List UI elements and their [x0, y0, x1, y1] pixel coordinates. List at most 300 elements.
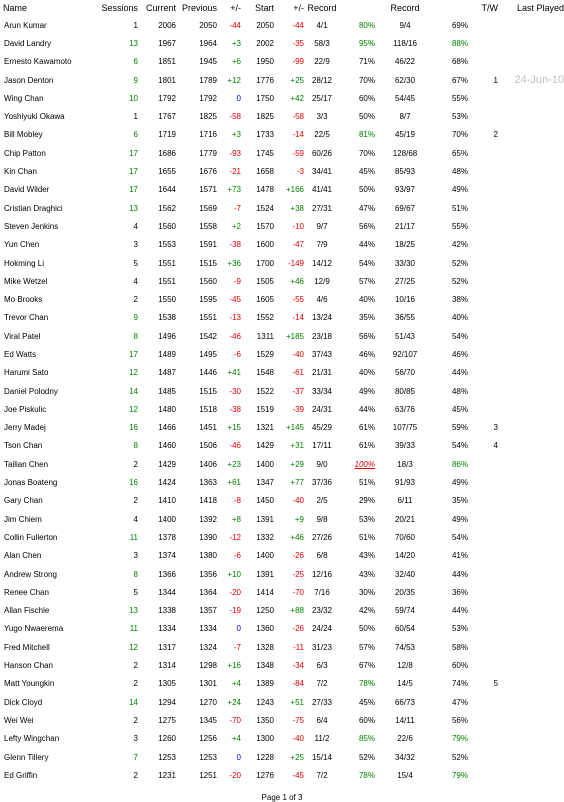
- win-pct: 43%: [358, 569, 375, 579]
- player-name: Bill Mobley: [4, 130, 43, 140]
- total-change: -40: [292, 496, 304, 506]
- previous-rating: 1558: [199, 221, 217, 231]
- record: 33/34: [311, 386, 333, 396]
- total-change: -99: [292, 57, 304, 67]
- record-total: 32/40: [394, 569, 416, 579]
- current-rating: 1480: [158, 404, 176, 414]
- player-name: Cristian Draghici: [4, 203, 63, 213]
- total-change: +38: [290, 203, 304, 213]
- rating-change: -44: [229, 20, 241, 30]
- record-total: 39/33: [394, 441, 416, 451]
- total-change: -149: [287, 258, 304, 268]
- current-rating: 1275: [158, 715, 176, 725]
- record: 7/2: [316, 770, 328, 780]
- current-rating: 1400: [158, 514, 176, 524]
- current-rating: 1562: [158, 203, 176, 213]
- start-rating: 1360: [256, 624, 274, 634]
- rating-change: +12: [227, 75, 241, 85]
- rating-change: +24: [227, 697, 241, 707]
- current-rating: 1801: [158, 75, 176, 85]
- win-pct: 56%: [358, 221, 375, 231]
- previous-rating: 1825: [199, 112, 217, 122]
- rating-change: +61: [227, 478, 241, 488]
- last-played: [498, 290, 564, 308]
- current-rating: 1378: [158, 532, 176, 542]
- record: 13/24: [311, 313, 333, 323]
- start-rating: 1825: [256, 112, 274, 122]
- tw: [468, 565, 498, 583]
- player-name: Yugo Nwaerema: [4, 624, 64, 634]
- player-name: Tailian Chen: [4, 459, 49, 469]
- last-played: [498, 675, 564, 693]
- rating-change: +3: [231, 38, 241, 48]
- last-played: [498, 473, 564, 491]
- tw: [468, 272, 498, 290]
- record: 31/23: [311, 642, 333, 652]
- rating-change: -93: [229, 148, 241, 158]
- total-change: -84: [292, 679, 304, 689]
- record-total: 33/30: [394, 258, 416, 268]
- player-name: Collin Fullerton: [4, 532, 58, 542]
- current-rating: 2006: [158, 20, 176, 30]
- record-total: 6/11: [397, 496, 413, 506]
- player-name: Mike Wetzel: [4, 276, 48, 286]
- sessions: 5: [133, 258, 138, 268]
- rating-change: +4: [231, 734, 241, 744]
- record: 24/31: [311, 404, 333, 414]
- tw: [468, 528, 498, 546]
- table-row: [0, 107, 564, 125]
- record-total: 62/30: [394, 75, 416, 85]
- win-pct: 46%: [358, 349, 375, 359]
- player-name: Tson Chan: [4, 441, 43, 451]
- previous-rating: 1451: [199, 423, 217, 433]
- current-rating: 1253: [158, 752, 176, 762]
- player-name: Gary Chan: [4, 496, 43, 506]
- record: 12/9: [314, 276, 330, 286]
- rating-change: -12: [229, 532, 241, 542]
- last-played: [498, 748, 564, 766]
- rating-change: +36: [227, 258, 241, 268]
- start-rating: 1311: [256, 331, 274, 341]
- record: 27/31: [311, 203, 333, 213]
- tw: [468, 254, 498, 272]
- record: 6/8: [316, 551, 328, 561]
- tw: [468, 656, 498, 674]
- start-rating: 1529: [256, 349, 274, 359]
- record-total: 14/11: [395, 715, 415, 725]
- start-rating: 1605: [256, 295, 274, 305]
- tw: [468, 400, 498, 418]
- win-pct: 61%: [358, 441, 375, 451]
- win-pct: 57%: [358, 276, 375, 286]
- rating-change: -46: [229, 331, 241, 341]
- win-pct: 60%: [358, 715, 375, 725]
- start-rating: 2002: [256, 38, 274, 48]
- last-played: [498, 199, 564, 217]
- start-rating: 1519: [256, 404, 274, 414]
- win-pct: 53%: [358, 514, 375, 524]
- win-pct-total: 51%: [451, 203, 468, 213]
- previous-rating: 1542: [199, 331, 217, 341]
- win-pct-total: 54%: [451, 532, 468, 542]
- rating-change: +6: [231, 57, 241, 67]
- sessions: 2: [133, 459, 138, 469]
- tw: [468, 492, 498, 510]
- table-row: [0, 34, 564, 52]
- tw: [468, 144, 498, 162]
- total-change: +31: [290, 441, 304, 451]
- win-pct-total: 79%: [451, 770, 468, 780]
- record: 22/5: [314, 130, 330, 140]
- sessions: 13: [129, 606, 138, 616]
- rating-change: -13: [229, 313, 241, 323]
- sessions: 14: [129, 386, 138, 396]
- start-rating: 1776: [256, 75, 274, 85]
- tw: [468, 602, 498, 620]
- current-rating: 1429: [158, 459, 176, 469]
- current-rating: 1314: [158, 661, 176, 671]
- player-name: Ed Griffin: [4, 770, 38, 780]
- sessions: 14: [129, 697, 138, 707]
- sessions: 1: [133, 112, 138, 122]
- last-played: [498, 528, 564, 546]
- current-rating: 1967: [158, 38, 176, 48]
- record-total: 27/25: [394, 276, 416, 286]
- win-pct-total: 55%: [451, 93, 468, 103]
- win-pct-total: 45%: [451, 404, 468, 414]
- record: 7/9: [316, 240, 328, 250]
- table-row: [0, 748, 564, 766]
- current-rating: 1487: [158, 368, 176, 378]
- table-row: [0, 711, 564, 729]
- previous-rating: 1569: [199, 203, 217, 213]
- total-change: -39: [292, 404, 304, 414]
- sessions: 3: [133, 551, 138, 561]
- rating-change: +41: [227, 368, 241, 378]
- rating-change: -7: [233, 203, 241, 213]
- last-played: [498, 711, 564, 729]
- win-pct-total: 52%: [451, 752, 468, 762]
- win-pct: 40%: [358, 368, 375, 378]
- table-row: [0, 236, 564, 254]
- rating-change: -45: [229, 295, 241, 305]
- total-change: +185: [285, 331, 304, 341]
- win-pct: 78%: [358, 679, 375, 689]
- win-pct: 35%: [358, 313, 375, 323]
- current-rating: 1424: [158, 478, 176, 488]
- record-total: 74/53: [394, 642, 416, 652]
- previous-rating: 1515: [199, 386, 217, 396]
- rating-change: +23: [227, 459, 241, 469]
- record-total: 56/70: [394, 368, 416, 378]
- sessions: 16: [129, 423, 138, 433]
- sessions: 2: [133, 770, 138, 780]
- table-row: [0, 364, 564, 382]
- win-pct: 43%: [358, 551, 375, 561]
- start-rating: 1750: [256, 93, 274, 103]
- win-pct: 61%: [358, 423, 375, 433]
- table-row: [0, 162, 564, 180]
- table-row: [0, 89, 564, 107]
- record: 6/4: [316, 715, 328, 725]
- current-rating: 1538: [158, 313, 176, 323]
- current-rating: 1338: [158, 606, 176, 616]
- previous-rating: 1945: [199, 57, 217, 67]
- current-rating: 1644: [158, 185, 176, 195]
- player-name: Yun Chen: [4, 240, 40, 250]
- rating-change: -58: [229, 112, 241, 122]
- record-total: 8/7: [399, 112, 411, 122]
- total-change: +25: [290, 752, 304, 762]
- last-played: [498, 492, 564, 510]
- current-rating: 1851: [158, 57, 176, 67]
- record-total: 36/55: [394, 313, 416, 323]
- sessions: 17: [129, 185, 138, 195]
- total-change: +9: [294, 514, 304, 524]
- table-row: [0, 730, 564, 748]
- total-change: -55: [292, 295, 304, 305]
- header-pct: [340, 0, 375, 16]
- player-name: Kin Chan: [4, 167, 37, 177]
- sessions: 4: [133, 276, 138, 286]
- start-rating: 1350: [256, 715, 274, 725]
- sessions: 9: [133, 75, 138, 85]
- player-name: Arun Kumar: [4, 20, 47, 30]
- record: 34/41: [311, 167, 333, 177]
- record-total: 70/60: [394, 532, 416, 542]
- sessions: 17: [129, 349, 138, 359]
- sessions: 5: [133, 587, 138, 597]
- table-row: [0, 254, 564, 272]
- record-total: 51/43: [394, 331, 416, 341]
- last-played: [498, 455, 564, 473]
- win-pct: 71%: [358, 57, 375, 67]
- player-name: Harumi Sato: [4, 368, 49, 378]
- table-row: [0, 473, 564, 491]
- tw: [468, 547, 498, 565]
- last-played: [498, 327, 564, 345]
- record: 23/18: [311, 331, 333, 341]
- last-played: [498, 638, 564, 656]
- total-change: +25: [290, 75, 304, 85]
- win-pct-total: 49%: [451, 514, 468, 524]
- record-total: 59/74: [394, 606, 416, 616]
- sessions: 2: [133, 496, 138, 506]
- table-row: [0, 309, 564, 327]
- win-pct: 100%: [354, 459, 375, 469]
- player-name: Steven Jenkins: [4, 221, 59, 231]
- tw: [468, 181, 498, 199]
- win-pct-total: 59%: [451, 423, 468, 433]
- current-rating: 1550: [158, 295, 176, 305]
- total-change: -26: [292, 624, 304, 634]
- start-rating: 1391: [256, 514, 274, 524]
- table-row: [0, 272, 564, 290]
- previous-rating: 1792: [199, 93, 217, 103]
- previous-rating: 1324: [199, 642, 217, 652]
- sessions: 1: [133, 20, 138, 30]
- win-pct-total: 41%: [451, 551, 468, 561]
- tw: [468, 162, 498, 180]
- sessions: 4: [133, 514, 138, 524]
- previous-rating: 1251: [199, 770, 217, 780]
- total-change: -40: [292, 349, 304, 359]
- win-pct-total: 38%: [451, 295, 468, 305]
- previous-rating: 1392: [199, 514, 217, 524]
- last-played: [498, 345, 564, 363]
- total-change: -14: [292, 130, 304, 140]
- sessions: 3: [133, 240, 138, 250]
- previous-rating: 1789: [199, 75, 217, 85]
- sessions: 13: [129, 38, 138, 48]
- start-rating: 2050: [256, 20, 274, 30]
- previous-rating: 1363: [199, 478, 217, 488]
- table-row: [0, 510, 564, 528]
- sessions: 17: [129, 148, 138, 158]
- player-name: David Wilder: [4, 185, 50, 195]
- win-pct-total: 70%: [451, 130, 468, 140]
- win-pct: 70%: [358, 75, 375, 85]
- tw: 2: [493, 130, 498, 140]
- last-played: [498, 656, 564, 674]
- start-rating: 1243: [256, 697, 274, 707]
- rating-change: -38: [229, 404, 241, 414]
- win-pct-total: 60%: [451, 661, 468, 671]
- record-total: 128/68: [392, 148, 418, 158]
- tw: 4: [493, 441, 498, 451]
- header-current: Current: [145, 3, 176, 13]
- tw: [468, 364, 498, 382]
- record: 28/12: [311, 75, 333, 85]
- record: 2/5: [316, 496, 328, 506]
- win-pct-total: 65%: [451, 148, 468, 158]
- total-change: +88: [290, 606, 304, 616]
- player-name: Matt Youngkin: [4, 679, 55, 689]
- sessions: 2: [133, 295, 138, 305]
- player-name: Joe Piskulic: [4, 404, 47, 414]
- record: 22/9: [314, 57, 330, 67]
- win-pct-total: 36%: [451, 587, 468, 597]
- record: 58/3: [314, 38, 330, 48]
- win-pct: 67%: [358, 661, 375, 671]
- table-row: [0, 71, 564, 89]
- current-rating: 1553: [158, 240, 176, 250]
- player-name: Jerry Madej: [4, 423, 46, 433]
- win-pct: 57%: [358, 642, 375, 652]
- win-pct: 42%: [358, 606, 375, 616]
- win-pct-total: 49%: [451, 185, 468, 195]
- last-played: [498, 437, 564, 455]
- total-change: -37: [292, 386, 304, 396]
- player-name: Hanson Chan: [4, 661, 53, 671]
- win-pct: 45%: [358, 697, 375, 707]
- win-pct: 40%: [358, 295, 375, 305]
- start-rating: 1700: [256, 258, 274, 268]
- player-name: Hokming Li: [4, 258, 45, 268]
- win-pct-total: 48%: [451, 167, 468, 177]
- table-row: [0, 620, 564, 638]
- previous-rating: 1298: [199, 661, 217, 671]
- player-name: Lefty Wingchan: [4, 734, 60, 744]
- win-pct: 50%: [358, 112, 375, 122]
- table-row: [0, 290, 564, 308]
- win-pct: 51%: [358, 478, 375, 488]
- last-played: [498, 382, 564, 400]
- rating-change: 0: [236, 624, 241, 634]
- sessions: 8: [133, 569, 138, 579]
- record: 4/1: [316, 20, 328, 30]
- win-pct-total: 48%: [451, 386, 468, 396]
- win-pct: 49%: [358, 386, 375, 396]
- tw: [468, 327, 498, 345]
- start-rating: 1478: [256, 185, 274, 195]
- last-played: [498, 620, 564, 638]
- win-pct-total: 58%: [451, 642, 468, 652]
- current-rating: 1305: [158, 679, 176, 689]
- win-pct: 44%: [358, 240, 375, 250]
- start-rating: 1950: [256, 57, 274, 67]
- current-rating: 1551: [158, 276, 176, 286]
- player-name: Wing Chan: [4, 93, 44, 103]
- player-name: Andrew Strong: [4, 569, 57, 579]
- record-total: 54/45: [394, 93, 416, 103]
- win-pct: 70%: [358, 148, 375, 158]
- previous-rating: 1779: [199, 148, 217, 158]
- total-change: +46: [290, 276, 304, 286]
- tw: [468, 638, 498, 656]
- tw: [468, 236, 498, 254]
- record: 45/29: [311, 423, 333, 433]
- win-pct: 54%: [358, 258, 375, 268]
- start-rating: 1348: [256, 661, 274, 671]
- start-rating: 1745: [256, 148, 274, 158]
- current-rating: 1260: [158, 734, 176, 744]
- start-rating: 1429: [256, 441, 274, 451]
- start-rating: 1600: [256, 240, 274, 250]
- win-pct-total: 46%: [451, 349, 468, 359]
- sessions: 6: [133, 57, 138, 67]
- header-diff-previous: +/-: [230, 3, 241, 13]
- record: 9/8: [316, 514, 328, 524]
- win-pct-total: 52%: [451, 258, 468, 268]
- tw: [468, 766, 498, 784]
- sessions: 4: [133, 221, 138, 231]
- table-row: [0, 583, 564, 601]
- start-rating: 1658: [256, 167, 274, 177]
- sessions: 8: [133, 331, 138, 341]
- last-played: [498, 181, 564, 199]
- table-header: [0, 0, 564, 16]
- tw: [468, 217, 498, 235]
- current-rating: 1655: [158, 167, 176, 177]
- start-rating: 1505: [256, 276, 274, 286]
- table-row: [0, 455, 564, 473]
- record: 15/14: [311, 752, 333, 762]
- header-record: Record: [307, 3, 337, 13]
- record-total: 63/76: [394, 404, 416, 414]
- total-change: -59: [292, 148, 304, 158]
- table-row: [0, 217, 564, 235]
- record-total: 12/8: [397, 661, 413, 671]
- win-pct: 50%: [358, 624, 375, 634]
- rating-change: -30: [229, 386, 241, 396]
- last-played: [498, 89, 564, 107]
- current-rating: 1551: [158, 258, 176, 268]
- header-last-played: Last Played: [516, 3, 564, 13]
- win-pct: 30%: [358, 587, 375, 597]
- header-sessions: Sessions: [101, 3, 138, 13]
